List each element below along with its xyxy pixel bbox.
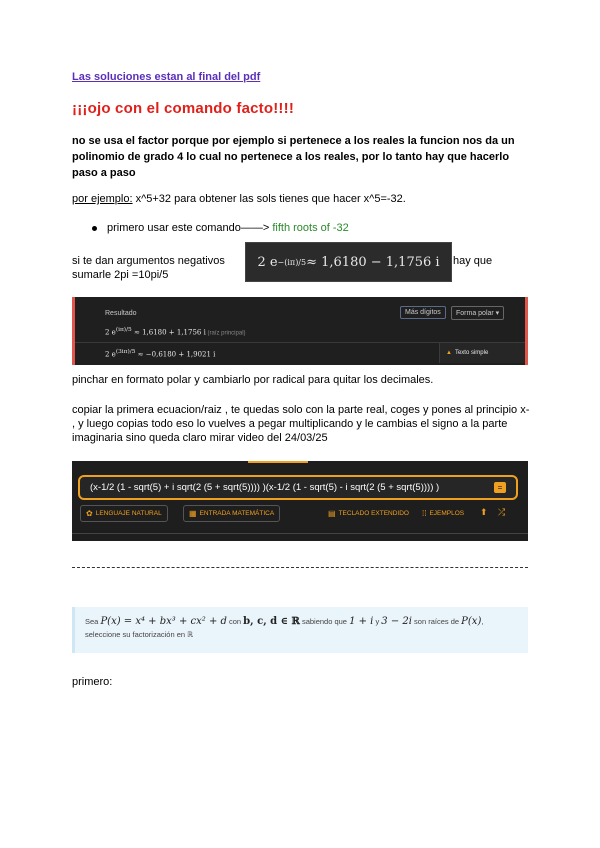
resultado-label: Resultado xyxy=(105,310,137,317)
query-text: (x-1/2 (1 - sqrt(5) + i sqrt(2 (5 + sqrt(5)))) )(x-1/2 (1 - sqrt(5) - i sqrt(2 (5 + sqrt(5)))) ) xyxy=(90,482,440,493)
warning-heading: ¡¡¡ojo con el comando facto!!!! xyxy=(72,100,295,117)
problem-poly: P(x) = x⁴ + bx³ + cx² + d xyxy=(100,616,227,627)
wolfram-input-panel xyxy=(72,461,528,541)
keyboard-label: TECLADO EXTENDIDO xyxy=(338,510,409,517)
math-grid-icon: ▦ xyxy=(189,509,197,518)
result-2-rest: ≈ −0,6180 + 1,9021 i xyxy=(135,350,216,359)
wolfram-result-panel xyxy=(72,297,528,365)
formula-base: 2 e xyxy=(257,254,278,270)
intro-paragraph: no se usa el factor porque por ejemplo si pertenece a los reales la funcion nos da un polinomio de grado 4 lo cual no pertenece a los reales, por lo tanto hay que hacerlo paso a paso xyxy=(72,135,515,179)
problem-root2: 3 − 2i xyxy=(381,616,412,627)
examples-button[interactable] xyxy=(422,509,464,518)
bullet-dot-icon xyxy=(92,226,97,231)
compute-button[interactable]: = xyxy=(494,482,506,493)
polar-instruction: pinchar en formato polar y cambiarlo por radical para quitar los decimales. xyxy=(72,374,434,386)
bullet-command: fifth roots of -32 xyxy=(272,222,349,234)
result-line-1 xyxy=(105,327,246,336)
result-2-exp: (3iπ)/5 xyxy=(115,349,136,355)
result-line-2 xyxy=(105,349,215,358)
problem-box xyxy=(72,607,528,653)
accent-bar xyxy=(248,461,308,463)
bullet-item xyxy=(92,222,349,234)
result-1-rest: ≈ 1,6180 + 1,1756 i xyxy=(131,328,206,337)
examples-label: EJEMPLOS xyxy=(429,510,465,517)
problem-end: , seleccione su factorización en ℝ xyxy=(85,617,484,639)
problem-prefix: Sea xyxy=(85,617,101,626)
formula-exponent: −(iπ)/5 xyxy=(277,257,307,267)
more-digits-button[interactable]: Más dígitos xyxy=(400,306,446,319)
copy-instruction: copiar la primera ecuacion/raiz , te quedas solo con la parte real, coges y pones al principio x- , y luego copias todo eso lo vuelves a pegar multiplicando y le cambias el signo a la parte imaginaria sino queda claro mirar video del 24/03/25 xyxy=(72,404,530,444)
warning-triangle-icon: ▲ xyxy=(446,350,452,356)
keyboard-button[interactable] xyxy=(328,509,409,518)
math-input-label: ENTRADA MATEMÁTICA xyxy=(199,510,275,517)
texto-simple-button[interactable] xyxy=(439,343,525,363)
shuffle-icon[interactable]: ⤮ xyxy=(498,507,506,517)
texto-simple-label: Texto simple xyxy=(454,350,489,356)
negative-args-text: si te dan argumentos negativos sumarle 2pi =10pi/5 xyxy=(72,255,225,281)
formula-rest: ≈ 1,6180 − 1,1756 i xyxy=(306,254,440,270)
solutions-link[interactable]: Las soluciones estan al final del pdf xyxy=(72,71,261,83)
hay-que-text: hay que xyxy=(453,255,493,267)
example-line xyxy=(72,193,406,205)
problem-middle: con xyxy=(226,617,244,626)
result-1-exp: (iπ)/5 xyxy=(115,327,132,333)
result-1-note: (raíz principal) xyxy=(205,330,246,337)
primero-label: primero: xyxy=(72,676,113,688)
math-input-button[interactable] xyxy=(183,505,280,522)
natural-language-label: LENGUAJE NATURAL xyxy=(95,510,162,517)
problem-root1: 1 + i xyxy=(349,616,374,627)
natural-language-button[interactable] xyxy=(80,505,168,522)
problem-sabiendo: sabiendo que xyxy=(299,617,350,626)
example-text: x^5+32 para obtener las sols tienes que hacer x^5=-32. xyxy=(132,193,406,205)
panel-bottom-line xyxy=(72,533,528,534)
result-1-base: 2 e xyxy=(105,328,116,337)
example-label: por ejemplo: xyxy=(72,193,133,205)
section-divider xyxy=(72,567,528,568)
keyboard-icon: ▤ xyxy=(328,509,336,518)
format-dropdown[interactable]: Forma polar ▾ xyxy=(451,306,504,320)
problem-vars: b, c, d ∈ ℝ xyxy=(243,616,300,627)
bullet-text: primero usar este comando——> xyxy=(107,222,270,234)
formula-screenshot xyxy=(245,242,452,282)
gear-icon: ✿ xyxy=(86,509,93,518)
examples-grid-icon: ⁞⁞ xyxy=(422,509,427,518)
problem-y: y xyxy=(373,617,382,626)
upload-icon[interactable]: ⬆ xyxy=(480,507,488,517)
problem-suffix: son raíces de xyxy=(411,617,462,626)
result-2-base: 2 e xyxy=(105,350,116,359)
problem-px: P(x) xyxy=(461,616,482,627)
query-input[interactable] xyxy=(78,475,518,500)
